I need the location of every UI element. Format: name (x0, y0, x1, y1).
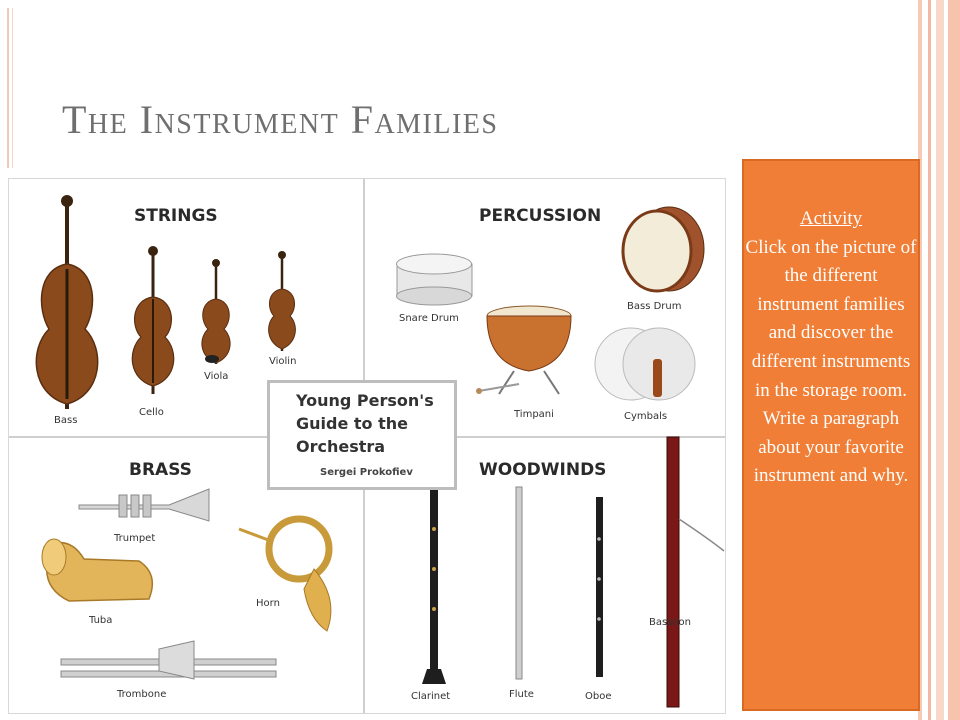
violin-icon[interactable] (269, 251, 296, 351)
guide-title-line-2: Guide to the (296, 414, 408, 433)
timpani-label: Timpani (514, 409, 554, 420)
strings-heading: STRINGS (134, 206, 218, 226)
flute-label: Flute (509, 689, 534, 700)
clarinet-label: Clarinet (411, 691, 451, 702)
oboe-label: Oboe (585, 691, 612, 702)
cymbals-icon[interactable] (595, 328, 695, 400)
bass-icon[interactable] (36, 195, 97, 409)
left-accent-rule-thin (12, 8, 13, 168)
guide-title-line-1: Young Person's (296, 391, 434, 410)
brass-heading: BRASS (129, 460, 192, 480)
viola-label: Viola (204, 371, 229, 382)
activity-box (742, 159, 920, 711)
violin-label: Violin (269, 356, 297, 367)
activity-heading: Activity (799, 208, 863, 229)
percussion-heading: PERCUSSION (479, 206, 602, 226)
activity-text: Click on the picture of the different instrument families and discover the different instruments in the storage room. Write a paragraph about your favorite instrument and why. (745, 236, 917, 487)
tuba-label: Tuba (89, 615, 113, 626)
trumpet-icon[interactable] (79, 489, 209, 521)
horn-icon[interactable] (239, 519, 331, 631)
guide-title-line-3: Orchestra (296, 437, 386, 456)
trombone-label: Trombone (117, 689, 167, 700)
bass-label: Bass (54, 415, 78, 426)
cello-icon[interactable] (132, 246, 173, 394)
left-accent-rule (7, 8, 9, 168)
horn-label: Horn (256, 598, 280, 609)
tuba-icon[interactable] (42, 539, 152, 601)
bassoon-label: Bassoon (649, 617, 691, 628)
timpani-icon[interactable] (476, 306, 571, 394)
bass-drum-icon[interactable] (623, 207, 704, 291)
trombone-icon[interactable] (61, 641, 276, 679)
snare-drum-label: Snare Drum (399, 313, 459, 324)
clarinet-icon[interactable] (422, 489, 446, 684)
right-accent-band (918, 0, 960, 720)
cymbals-label: Cymbals (624, 411, 668, 422)
snare-drum-icon[interactable] (397, 254, 473, 305)
woodwinds-heading: WOODWINDS (479, 460, 607, 480)
flute-icon[interactable] (516, 487, 522, 679)
instrument-families-poster[interactable] (8, 178, 726, 714)
viola-icon[interactable] (202, 259, 230, 364)
guide-author: Sergei Prokofiev (320, 467, 413, 478)
bassoon-icon[interactable] (667, 437, 724, 707)
slide-title: The Instrument Families (62, 97, 499, 142)
guide-title-box (267, 380, 457, 490)
cello-label: Cello (139, 407, 164, 418)
oboe-icon[interactable] (596, 497, 603, 677)
bass-drum-label: Bass Drum (627, 301, 682, 312)
trumpet-label: Trumpet (114, 533, 156, 544)
